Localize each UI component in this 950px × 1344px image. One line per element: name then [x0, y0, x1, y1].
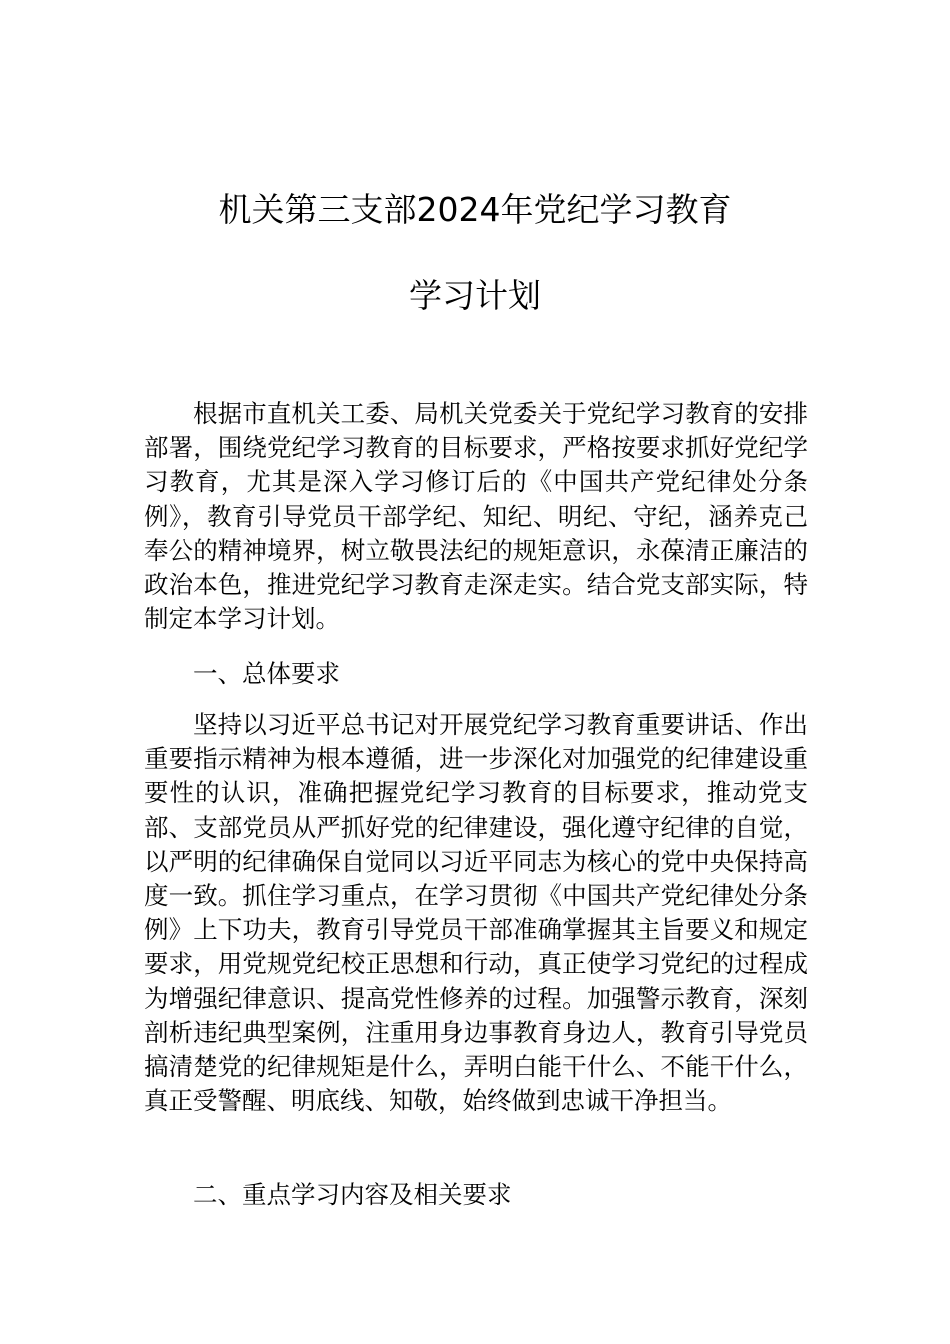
intro-paragraph-text: 根据市直机关工委、局机关党委关于党纪学习教育的安排部署，围绕党纪学习教育的目标要求，严格按要求抓好党纪学习教育，尤其是深入学习修订后的《中国共产党纪律处分条例》，教育引导党员干部学纪、知纪、明纪、守纪，涵养克己奉公的精神境界，树立敬畏法纪的规矩意识，永葆清正廉洁的政治本色，推进党纪学习教育走深走实。结合党支部实际，特制定本学习计划。: [144, 399, 808, 634]
document-title-line-2: 学习计划: [409, 276, 541, 315]
section-heading-1: 一、总体要求: [193, 659, 340, 688]
requirements-paragraph: [144, 708, 808, 1118]
section-heading-2: 二、重点学习内容及相关要求: [193, 1180, 512, 1209]
requirements-paragraph-text: 坚持以习近平总书记对开展党纪学习教育重要讲话、作出重要指示精神为根本遵循，进一步深化对加强党的纪律建设重要性的认识，准确把握党纪学习教育的目标要求，推动党支部、支部党员从严抓好党的纪律建设，强化遵守纪律的自觉，以严明的纪律确保自觉同以习近平同志为核心的党中央保持高度一致。抓住学习重点，在学习贯彻《中国共产党纪律处分条例》上下功夫，教育引导党员干部准确掌握其主旨要义和规定要求，用党规党纪校正思想和行动，真正使学习党纪的过程成为增强纪律意识、提高党性修养的过程。加强警示教育，深刻剖析违纪典型案例，注重用身边事教育身边人，教育引导党员搞清楚党的纪律规矩是什么，弄明白能干什么、不能干什么，真正受警醒、明底线、知敬，始终做到忠诚干净担当。: [144, 710, 808, 1116]
document-title-line-1: 机关第三支部2024年党纪学习教育: [218, 190, 732, 229]
intro-paragraph: [144, 397, 808, 636]
